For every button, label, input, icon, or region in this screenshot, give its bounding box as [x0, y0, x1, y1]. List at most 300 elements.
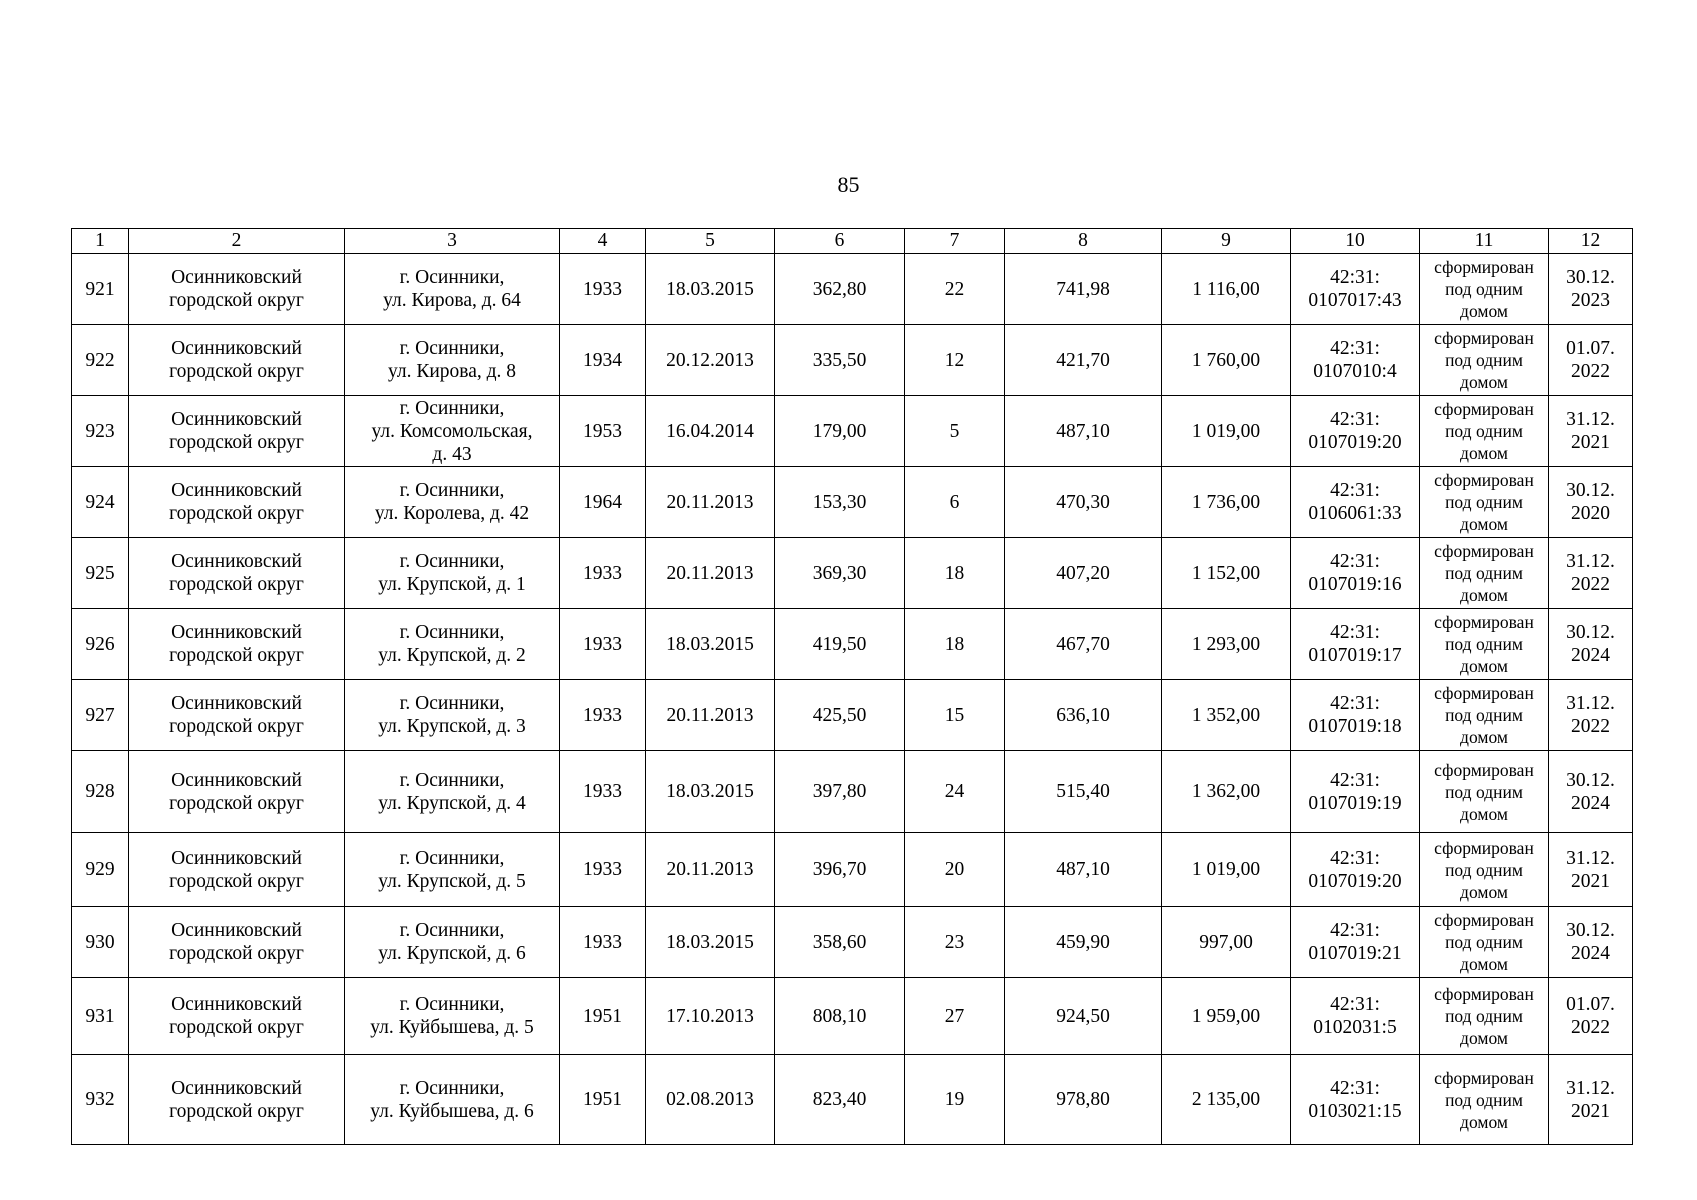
- column-number-header: 11: [1420, 229, 1549, 254]
- district-name-line: Осинниковский: [171, 622, 302, 643]
- address-line: ул. Комсомольская,: [371, 420, 533, 442]
- value-col-9: 1 019,00: [1162, 833, 1291, 907]
- column-number-header: 10: [1291, 229, 1420, 254]
- cadastral-number: [1291, 467, 1420, 538]
- land-plot-status-line: под одним: [1445, 279, 1523, 299]
- cadastral-number-line: 0103021:15: [1308, 1100, 1402, 1122]
- value-col-8: 741,98: [1005, 254, 1162, 325]
- value-col-6: 153,30: [775, 467, 905, 538]
- deadline-date-line: 30.12.: [1566, 480, 1615, 501]
- cadastral-number: [1291, 978, 1420, 1055]
- district-name-line: городской округ: [169, 432, 304, 453]
- address-line: г. Осинники,: [399, 622, 505, 643]
- land-plot-status: [1420, 1055, 1549, 1145]
- address-line: г. Осинники,: [399, 338, 505, 359]
- value-col-9: 1 760,00: [1162, 325, 1291, 396]
- cadastral-number-line: 42:31:: [1330, 338, 1380, 359]
- land-plot-status-line: под одним: [1445, 781, 1523, 802]
- cadastral-number-line: 0107019:20: [1308, 432, 1402, 453]
- row-number: 928: [72, 751, 129, 833]
- cadastral-number: [1291, 751, 1420, 833]
- address: [345, 978, 560, 1055]
- table-row: [72, 1055, 1633, 1145]
- construction-year: 1933: [560, 907, 646, 978]
- row-number: 931: [72, 978, 129, 1055]
- land-plot-status-line: под одним: [1445, 350, 1523, 370]
- cadastral-number-line: 42:31:: [1330, 267, 1380, 288]
- value-col-9: 1 736,00: [1162, 467, 1291, 538]
- address-line: г. Осинники,: [399, 847, 505, 869]
- address: [345, 396, 560, 467]
- table-row: [72, 467, 1633, 538]
- land-plot-status-line: сформирован: [1434, 257, 1534, 277]
- land-plot-status-line: сформирован: [1434, 759, 1534, 780]
- district-name-line: Осинниковский: [171, 551, 302, 572]
- value-col-7: 19: [905, 1055, 1005, 1145]
- district-name: [129, 254, 345, 325]
- table-body: [72, 254, 1633, 1145]
- value-col-6: 397,80: [775, 751, 905, 833]
- construction-year: 1934: [560, 325, 646, 396]
- value-col-9: 1 293,00: [1162, 609, 1291, 680]
- deadline-date-line: 31.12.: [1566, 409, 1615, 430]
- district-name: [129, 396, 345, 467]
- deadline-date: [1549, 396, 1633, 467]
- cadastral-number-line: 0107019:18: [1308, 716, 1402, 737]
- deadline-date: [1549, 325, 1633, 396]
- district-name-line: Осинниковский: [171, 994, 302, 1015]
- construction-year: 1933: [560, 609, 646, 680]
- survey-date: 20.11.2013: [646, 680, 775, 751]
- survey-date: 16.04.2014: [646, 396, 775, 467]
- deadline-date-line: 01.07.: [1566, 994, 1615, 1015]
- land-plot-status-line: домом: [1460, 954, 1508, 974]
- deadline-date-line: 31.12.: [1566, 847, 1615, 869]
- land-plot-status-line: сформирован: [1434, 541, 1534, 561]
- district-name: [129, 609, 345, 680]
- deadline-date-line: 31.12.: [1566, 1077, 1615, 1099]
- deadline-date-line: 2021: [1571, 870, 1610, 892]
- cadastral-number: [1291, 907, 1420, 978]
- cadastral-number-line: 42:31:: [1330, 409, 1380, 430]
- address-line: г. Осинники,: [399, 994, 505, 1015]
- column-number-header: 7: [905, 229, 1005, 254]
- value-col-8: 487,10: [1005, 396, 1162, 467]
- deadline-date: [1549, 680, 1633, 751]
- land-plot-status: [1420, 978, 1549, 1055]
- land-plot-status-line: домом: [1460, 372, 1508, 392]
- value-col-6: 419,50: [775, 609, 905, 680]
- value-col-8: 421,70: [1005, 325, 1162, 396]
- land-plot-status-line: домом: [1460, 727, 1508, 747]
- deadline-date: [1549, 609, 1633, 680]
- table-row: [72, 978, 1633, 1055]
- deadline-date-line: 2023: [1571, 290, 1610, 311]
- value-col-6: 808,10: [775, 978, 905, 1055]
- address-line: ул. Крупской, д. 6: [378, 943, 526, 964]
- deadline-date-line: 2022: [1571, 716, 1610, 737]
- district-name-line: городской округ: [169, 1100, 304, 1122]
- land-plot-status-line: под одним: [1445, 859, 1523, 880]
- address-line: г. Осинники,: [399, 267, 505, 288]
- value-col-9: 1 352,00: [1162, 680, 1291, 751]
- district-name: [129, 680, 345, 751]
- district-name-line: городской округ: [169, 792, 304, 814]
- deadline-date-line: 2024: [1571, 645, 1610, 666]
- land-plot-status: [1420, 538, 1549, 609]
- cadastral-number-line: 42:31:: [1330, 994, 1380, 1015]
- row-number: 921: [72, 254, 129, 325]
- cadastral-number-line: 42:31:: [1330, 622, 1380, 643]
- land-plot-status-line: под одним: [1445, 932, 1523, 952]
- cadastral-number-line: 0107010:4: [1313, 361, 1397, 382]
- address-line: ул. Кирова, д. 64: [383, 290, 521, 311]
- column-number-header: 3: [345, 229, 560, 254]
- table-row: [72, 325, 1633, 396]
- address-line: г. Осинники,: [399, 480, 505, 501]
- table-row: [72, 538, 1633, 609]
- district-name: [129, 325, 345, 396]
- survey-date: 17.10.2013: [646, 978, 775, 1055]
- cadastral-number-line: 0107019:17: [1308, 645, 1402, 666]
- value-col-9: 1 362,00: [1162, 751, 1291, 833]
- district-name-line: городской округ: [169, 870, 304, 892]
- value-col-6: 362,80: [775, 254, 905, 325]
- district-name-line: Осинниковский: [171, 1077, 302, 1099]
- column-number-header: 9: [1162, 229, 1291, 254]
- address: [345, 254, 560, 325]
- address-line: ул. Крупской, д. 1: [378, 574, 526, 595]
- address: [345, 538, 560, 609]
- column-number-header: 8: [1005, 229, 1162, 254]
- value-col-6: 358,60: [775, 907, 905, 978]
- cadastral-number: [1291, 680, 1420, 751]
- address: [345, 467, 560, 538]
- value-col-9: 1 116,00: [1162, 254, 1291, 325]
- deadline-date-line: 2021: [1571, 432, 1610, 453]
- cadastral-number-line: 0107019:19: [1308, 792, 1402, 814]
- land-plot-status-line: сформирован: [1434, 910, 1534, 930]
- row-number: 927: [72, 680, 129, 751]
- value-col-9: 1 152,00: [1162, 538, 1291, 609]
- value-col-7: 18: [905, 538, 1005, 609]
- cadastral-number: [1291, 609, 1420, 680]
- land-plot-status-line: домом: [1460, 881, 1508, 902]
- land-plot-status-line: под одним: [1445, 705, 1523, 725]
- value-col-9: 997,00: [1162, 907, 1291, 978]
- address-line: ул. Крупской, д. 2: [378, 645, 526, 666]
- value-col-7: 24: [905, 751, 1005, 833]
- district-name: [129, 467, 345, 538]
- value-col-6: 179,00: [775, 396, 905, 467]
- value-col-8: 467,70: [1005, 609, 1162, 680]
- value-col-8: 459,90: [1005, 907, 1162, 978]
- deadline-date-line: 2024: [1571, 792, 1610, 814]
- deadline-date-line: 2022: [1571, 574, 1610, 595]
- deadline-date-line: 31.12.: [1566, 551, 1615, 572]
- cadastral-number-line: 42:31:: [1330, 847, 1380, 869]
- row-number: 922: [72, 325, 129, 396]
- value-col-6: 425,50: [775, 680, 905, 751]
- address-line: ул. Куйбышева, д. 6: [370, 1100, 534, 1122]
- address-line: ул. Крупской, д. 3: [378, 716, 526, 737]
- district-name-line: Осинниковский: [171, 338, 302, 359]
- deadline-date: [1549, 538, 1633, 609]
- land-plot-status-line: под одним: [1445, 1089, 1523, 1110]
- land-plot-status: [1420, 609, 1549, 680]
- construction-year: 1933: [560, 538, 646, 609]
- deadline-date-line: 31.12.: [1566, 693, 1615, 714]
- district-name: [129, 751, 345, 833]
- cadastral-number: [1291, 325, 1420, 396]
- land-plot-status-line: под одним: [1445, 634, 1523, 654]
- district-name-line: городской округ: [169, 503, 304, 524]
- column-number-header: 5: [646, 229, 775, 254]
- address: [345, 907, 560, 978]
- value-col-7: 6: [905, 467, 1005, 538]
- cadastral-number: [1291, 833, 1420, 907]
- address: [345, 680, 560, 751]
- deadline-date: [1549, 833, 1633, 907]
- value-col-7: 15: [905, 680, 1005, 751]
- row-number: 925: [72, 538, 129, 609]
- survey-date: 18.03.2015: [646, 751, 775, 833]
- value-col-7: 27: [905, 978, 1005, 1055]
- page-number: 85: [837, 172, 860, 197]
- value-col-7: 23: [905, 907, 1005, 978]
- cadastral-number: [1291, 254, 1420, 325]
- land-plot-status: [1420, 325, 1549, 396]
- table-row: [72, 833, 1633, 907]
- land-plot-status-line: под одним: [1445, 421, 1523, 441]
- address-line: г. Осинники,: [399, 693, 505, 714]
- district-name-line: Осинниковский: [171, 267, 302, 288]
- value-col-8: 487,10: [1005, 833, 1162, 907]
- land-plot-status: [1420, 254, 1549, 325]
- district-name: [129, 538, 345, 609]
- survey-date: 20.11.2013: [646, 833, 775, 907]
- cadastral-number-line: 0106061:33: [1308, 503, 1402, 524]
- district-name-line: Осинниковский: [171, 920, 302, 941]
- land-plot-status: [1420, 907, 1549, 978]
- land-plot-status-line: домом: [1460, 301, 1508, 321]
- value-col-6: 396,70: [775, 833, 905, 907]
- survey-date: 20.11.2013: [646, 538, 775, 609]
- land-plot-status-line: домом: [1460, 803, 1508, 824]
- district-name-line: Осинниковский: [171, 847, 302, 869]
- district-name: [129, 978, 345, 1055]
- survey-date: 18.03.2015: [646, 254, 775, 325]
- cadastral-number-line: 0107019:21: [1308, 943, 1402, 964]
- value-col-7: 18: [905, 609, 1005, 680]
- cadastral-number-line: 42:31:: [1330, 480, 1380, 501]
- land-plot-status-line: под одним: [1445, 1006, 1523, 1026]
- value-col-6: 823,40: [775, 1055, 905, 1145]
- deadline-date: [1549, 751, 1633, 833]
- district-name-line: Осинниковский: [171, 693, 302, 714]
- cadastral-number-line: 0102031:5: [1313, 1017, 1397, 1038]
- land-plot-status: [1420, 751, 1549, 833]
- district-name-line: городской округ: [169, 1017, 304, 1038]
- construction-year: 1933: [560, 254, 646, 325]
- survey-date: 18.03.2015: [646, 907, 775, 978]
- deadline-date: [1549, 1055, 1633, 1145]
- construction-year: 1933: [560, 751, 646, 833]
- cadastral-number: [1291, 1055, 1420, 1145]
- land-plot-status: [1420, 396, 1549, 467]
- value-col-8: 636,10: [1005, 680, 1162, 751]
- land-plot-status-line: сформирован: [1434, 683, 1534, 703]
- district-name-line: городской округ: [169, 716, 304, 737]
- construction-year: 1951: [560, 978, 646, 1055]
- land-plot-status: [1420, 833, 1549, 907]
- deadline-date: [1549, 254, 1633, 325]
- row-number: 923: [72, 396, 129, 467]
- value-col-7: 22: [905, 254, 1005, 325]
- address-line: г. Осинники,: [399, 397, 505, 419]
- deadline-date: [1549, 907, 1633, 978]
- table-row: [72, 609, 1633, 680]
- table-row: [72, 396, 1633, 467]
- cadastral-number-line: 42:31:: [1330, 769, 1380, 791]
- address-line: ул. Крупской, д. 5: [378, 870, 526, 892]
- value-col-9: 2 135,00: [1162, 1055, 1291, 1145]
- land-plot-status-line: сформирован: [1434, 399, 1534, 419]
- land-plot-status: [1420, 467, 1549, 538]
- cadastral-number: [1291, 396, 1420, 467]
- district-name: [129, 1055, 345, 1145]
- deadline-date: [1549, 978, 1633, 1055]
- deadline-date-line: 2022: [1571, 361, 1610, 382]
- deadline-date: [1549, 467, 1633, 538]
- land-plot-status-line: под одним: [1445, 492, 1523, 512]
- district-name-line: Осинниковский: [171, 769, 302, 791]
- value-col-7: 20: [905, 833, 1005, 907]
- survey-date: 20.11.2013: [646, 467, 775, 538]
- cadastral-number-line: 42:31:: [1330, 920, 1380, 941]
- row-number: 926: [72, 609, 129, 680]
- address-line: г. Осинники,: [399, 920, 505, 941]
- construction-year: 1964: [560, 467, 646, 538]
- land-plot-status-line: сформирован: [1434, 984, 1534, 1004]
- cadastral-number-line: 0107019:20: [1308, 870, 1402, 892]
- address: [345, 833, 560, 907]
- cadastral-number-line: 0107017:43: [1308, 290, 1402, 311]
- value-col-9: 1 019,00: [1162, 396, 1291, 467]
- value-col-8: 470,30: [1005, 467, 1162, 538]
- deadline-date-line: 2024: [1571, 943, 1610, 964]
- column-number-header: 2: [129, 229, 345, 254]
- value-col-6: 335,50: [775, 325, 905, 396]
- construction-year: 1933: [560, 680, 646, 751]
- housing-registry-table: [71, 228, 1633, 1145]
- land-plot-status-line: домом: [1460, 1111, 1508, 1132]
- land-plot-status-line: сформирован: [1434, 837, 1534, 858]
- district-name: [129, 833, 345, 907]
- address-line: г. Осинники,: [399, 551, 505, 572]
- district-name-line: городской округ: [169, 290, 304, 311]
- construction-year: 1951: [560, 1055, 646, 1145]
- value-col-8: 924,50: [1005, 978, 1162, 1055]
- district-name-line: городской округ: [169, 361, 304, 382]
- row-number: 929: [72, 833, 129, 907]
- address-line: г. Осинники,: [399, 1077, 505, 1099]
- cadastral-number-line: 42:31:: [1330, 551, 1380, 572]
- deadline-date-line: 30.12.: [1566, 622, 1615, 643]
- district-name-line: городской округ: [169, 574, 304, 595]
- table-row: [72, 907, 1633, 978]
- column-number-header: 1: [72, 229, 129, 254]
- table-row: [72, 680, 1633, 751]
- land-plot-status-line: сформирован: [1434, 1067, 1534, 1088]
- row-number: 924: [72, 467, 129, 538]
- survey-date: 02.08.2013: [646, 1055, 775, 1145]
- land-plot-status-line: домом: [1460, 514, 1508, 534]
- land-plot-status-line: домом: [1460, 585, 1508, 605]
- land-plot-status: [1420, 680, 1549, 751]
- address: [345, 325, 560, 396]
- address-line: ул. Куйбышева, д. 5: [370, 1017, 534, 1038]
- address: [345, 1055, 560, 1145]
- address-line: ул. Кирова, д. 8: [387, 361, 517, 382]
- land-plot-status-line: сформирован: [1434, 470, 1534, 490]
- value-col-9: 1 959,00: [1162, 978, 1291, 1055]
- deadline-date-line: 2021: [1571, 1100, 1610, 1122]
- column-number-header: 12: [1549, 229, 1633, 254]
- table-row: [72, 254, 1633, 325]
- land-plot-status-line: сформирован: [1434, 328, 1534, 348]
- deadline-date-line: 30.12.: [1566, 769, 1615, 791]
- district-name-line: городской округ: [169, 943, 304, 964]
- district-name-line: городской округ: [169, 645, 304, 666]
- land-plot-status-line: домом: [1460, 656, 1508, 676]
- address-line: д. 43: [432, 443, 472, 465]
- address: [345, 751, 560, 833]
- address-line: г. Осинники,: [399, 769, 505, 791]
- address-line: ул. Крупской, д. 4: [378, 792, 526, 814]
- deadline-date-line: 2022: [1571, 1017, 1610, 1038]
- row-number: 932: [72, 1055, 129, 1145]
- land-plot-status-line: сформирован: [1434, 612, 1534, 632]
- cadastral-number-line: 42:31:: [1330, 693, 1380, 714]
- construction-year: 1953: [560, 396, 646, 467]
- survey-date: 18.03.2015: [646, 609, 775, 680]
- column-number-row: [72, 229, 1633, 254]
- row-number: 930: [72, 907, 129, 978]
- address-line: ул. Королева, д. 42: [374, 503, 530, 524]
- value-col-7: 5: [905, 396, 1005, 467]
- column-number-header: 4: [560, 229, 646, 254]
- cadastral-number-line: 42:31:: [1330, 1077, 1380, 1099]
- cadastral-number: [1291, 538, 1420, 609]
- column-number-header: 6: [775, 229, 905, 254]
- table-row: [72, 751, 1633, 833]
- district-name-line: Осинниковский: [171, 409, 302, 430]
- land-plot-status-line: под одним: [1445, 563, 1523, 583]
- value-col-8: 515,40: [1005, 751, 1162, 833]
- address: [345, 609, 560, 680]
- district-name: [129, 907, 345, 978]
- value-col-6: 369,30: [775, 538, 905, 609]
- construction-year: 1933: [560, 833, 646, 907]
- deadline-date-line: 01.07.: [1566, 338, 1615, 359]
- deadline-date-line: 2020: [1571, 503, 1610, 524]
- survey-date: 20.12.2013: [646, 325, 775, 396]
- value-col-8: 407,20: [1005, 538, 1162, 609]
- deadline-date-line: 30.12.: [1566, 267, 1615, 288]
- land-plot-status-line: домом: [1460, 1028, 1508, 1048]
- deadline-date-line: 30.12.: [1566, 920, 1615, 941]
